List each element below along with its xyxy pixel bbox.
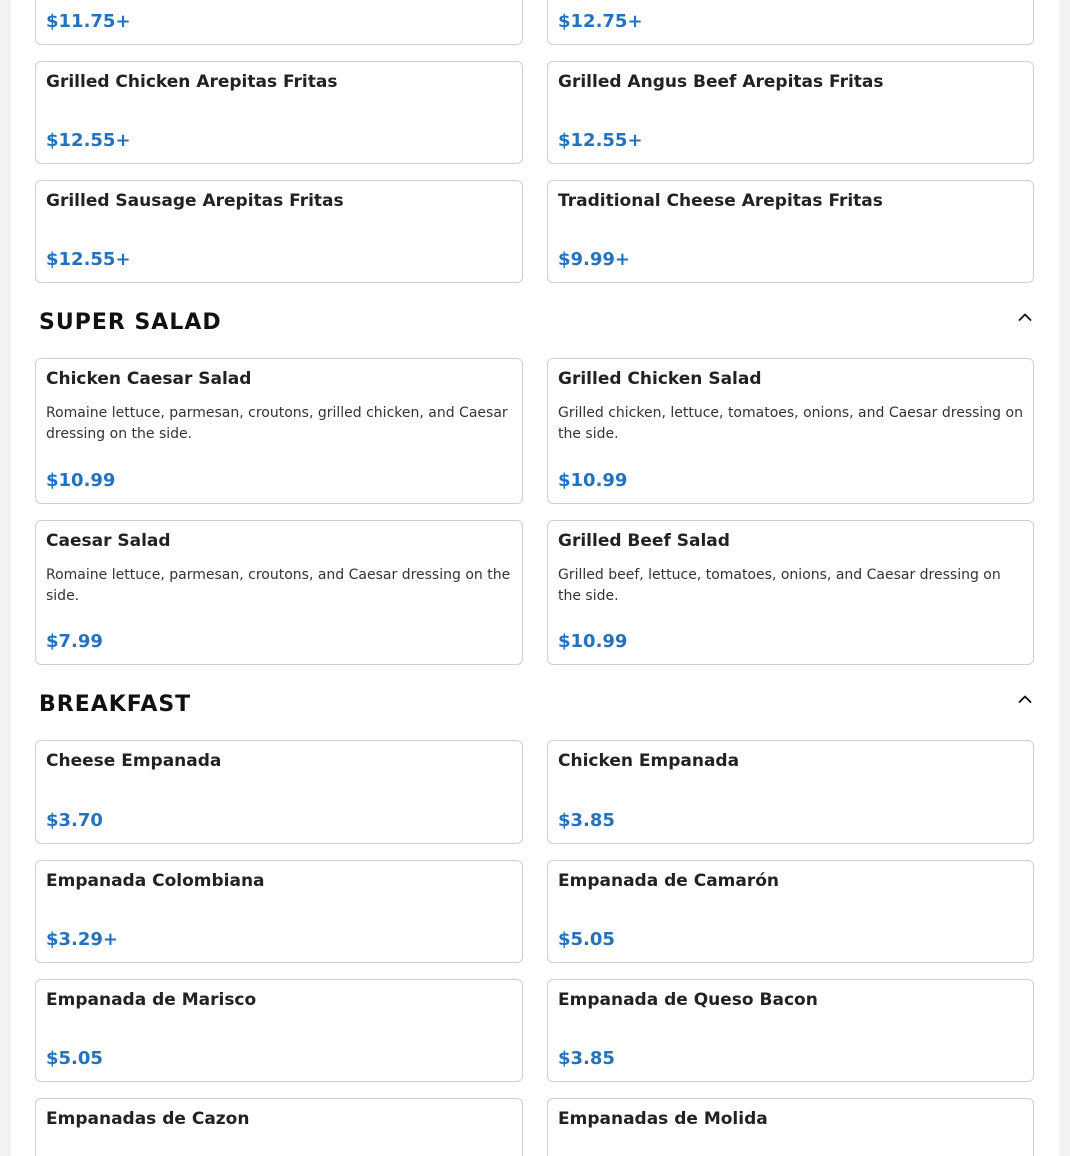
item-name: Cheese Empanada — [46, 751, 222, 771]
item-name: Empanadas de Cazon — [46, 1109, 250, 1129]
menu-page — [11, 0, 1059, 1156]
item-price: $12.55+ — [558, 130, 643, 151]
item-price: $11.75+ — [46, 11, 131, 32]
item-price: $3.29+ — [46, 929, 119, 950]
item-name: Grilled Chicken Salad — [558, 369, 762, 389]
menu-item-card[interactable] — [547, 860, 1034, 963]
menu-item-card[interactable] — [35, 0, 523, 45]
item-price: $10.99 — [558, 470, 628, 491]
item-price: $3.85 — [558, 1048, 615, 1069]
item-price: $10.99 — [558, 631, 628, 652]
item-price: $10.99 — [46, 470, 116, 491]
item-price: $7.99 — [46, 631, 103, 652]
item-description: Romaine lettuce, parmesan, croutons, and Caesar dressing on the side. — [46, 567, 511, 604]
chevron-up-icon[interactable] — [1013, 687, 1037, 711]
item-name: Chicken Empanada — [558, 751, 740, 771]
item-name: Grilled Beef Salad — [558, 531, 730, 551]
item-name: Empanada de Marisco — [46, 990, 257, 1010]
item-name: Empanadas de Molida — [558, 1109, 768, 1129]
item-price: $12.75+ — [558, 11, 643, 32]
menu-item-card[interactable] — [547, 180, 1034, 283]
menu-item-card[interactable] — [547, 979, 1034, 1082]
menu-item-card[interactable] — [35, 61, 523, 164]
menu-item-card[interactable] — [547, 740, 1034, 844]
section-title: BREAKFAST — [39, 692, 192, 717]
item-name: Grilled Sausage Arepitas Fritas — [46, 191, 344, 211]
item-description: Romaine lettuce, parmesan, croutons, grilled chicken, and Caesar dressing on the side. — [46, 405, 508, 442]
menu-item-card[interactable] — [35, 1098, 523, 1156]
item-price: $5.05 — [558, 929, 615, 950]
item-name: Traditional Cheese Arepitas Fritas — [558, 191, 883, 211]
item-name: Empanada de Queso Bacon — [558, 990, 818, 1010]
item-name: Empanada de Camarón — [558, 871, 780, 891]
menu-item-card[interactable] — [35, 520, 523, 665]
menu-item-card[interactable] — [35, 860, 523, 963]
item-name: Grilled Chicken Arepitas Fritas — [46, 72, 338, 92]
menu-item-card[interactable] — [547, 358, 1034, 504]
item-name: Chicken Caesar Salad — [46, 369, 252, 389]
menu-item-card[interactable] — [547, 520, 1034, 665]
item-price: $12.55+ — [46, 130, 131, 151]
menu-item-card[interactable] — [35, 740, 523, 844]
menu-item-card[interactable] — [547, 0, 1034, 45]
item-price: $3.70 — [46, 810, 103, 831]
item-name: Empanada Colombiana — [46, 871, 265, 891]
item-price: $5.05 — [46, 1048, 103, 1069]
item-name: Grilled Angus Beef Arepitas Fritas — [558, 72, 884, 92]
menu-item-card[interactable] — [35, 358, 523, 504]
item-description: Grilled beef, lettuce, tomatoes, onions, and Caesar dressing on the side. — [558, 567, 1001, 604]
item-price: $3.85 — [558, 810, 615, 831]
item-description: Grilled chicken, lettuce, tomatoes, onions, and Caesar dressing on the side. — [558, 405, 1023, 442]
menu-item-card[interactable] — [547, 1098, 1034, 1156]
item-price: $12.55+ — [46, 249, 131, 270]
menu-item-card[interactable] — [547, 61, 1034, 164]
item-price: $9.99+ — [558, 249, 631, 270]
section-title: SUPER SALAD — [39, 310, 222, 335]
menu-item-card[interactable] — [35, 979, 523, 1082]
menu-item-card[interactable] — [35, 180, 523, 283]
chevron-up-icon[interactable] — [1013, 305, 1037, 329]
item-name: Caesar Salad — [46, 531, 171, 551]
